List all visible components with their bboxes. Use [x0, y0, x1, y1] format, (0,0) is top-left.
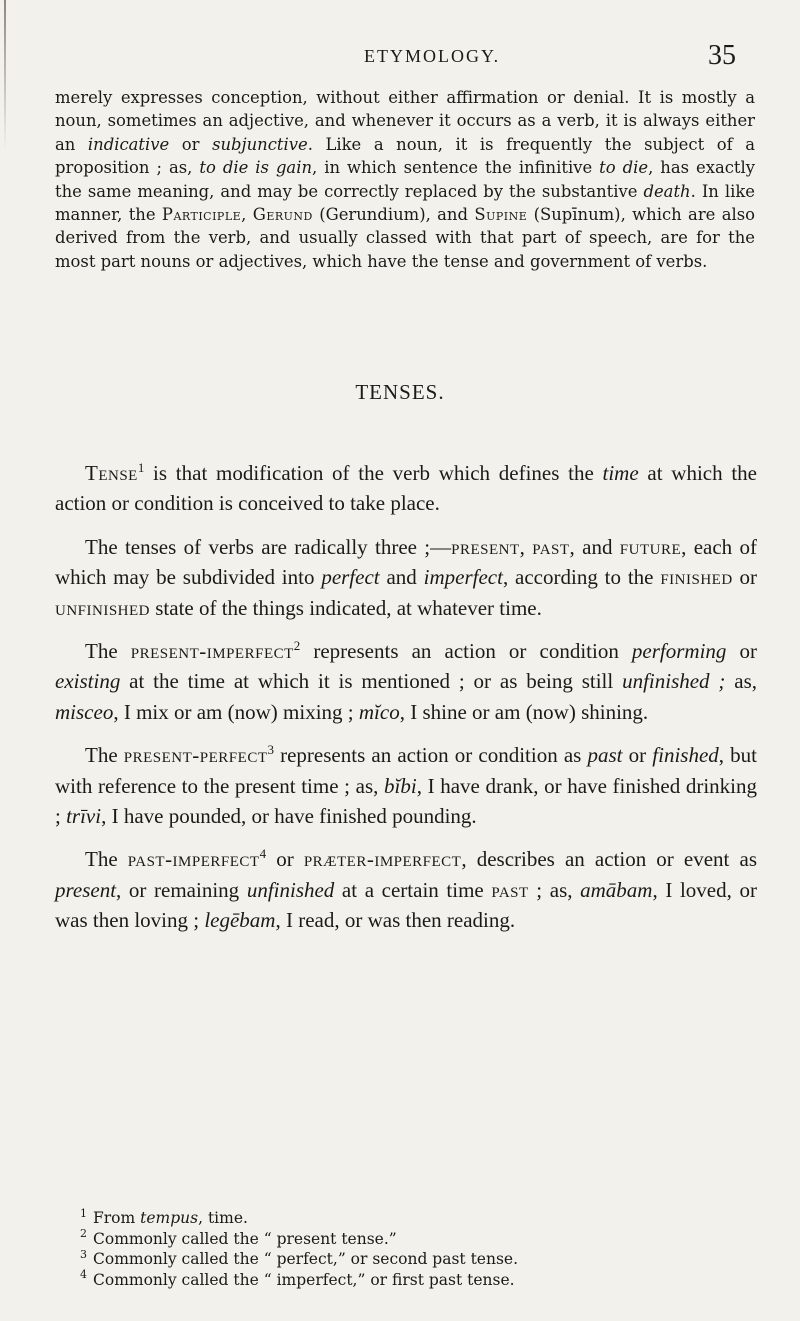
italic-term: past — [587, 743, 623, 768]
text-run: , describes an action or event as — [461, 847, 757, 872]
small-caps-term: Supine — [474, 205, 528, 225]
footnote — [80, 1270, 740, 1291]
text-run: at the time at which it is mentioned ; or as being still — [120, 669, 623, 694]
text-run: and — [379, 565, 424, 590]
text-run: , — [241, 205, 253, 225]
footnote-ref: 3 — [267, 742, 274, 758]
footnote-ref: 1 — [137, 460, 145, 475]
intro-text — [55, 86, 755, 273]
italic-term: existing — [55, 669, 121, 694]
text-run: , but with reference to the present time ; as, — [55, 743, 757, 798]
footnote-number: 4 — [80, 1268, 87, 1282]
text-run: The tenses of verbs are radically three ;— — [85, 534, 452, 559]
text-run: (Gerundium), and — [312, 205, 475, 225]
text-run: or — [622, 743, 653, 768]
italic-term: performing — [631, 639, 727, 664]
text-run: or — [266, 847, 304, 872]
text-run: The — [85, 639, 131, 664]
footnote-text: , time. — [198, 1209, 248, 1227]
text-run: ; as, — [528, 877, 581, 902]
latin-example: amābam — [580, 877, 653, 902]
small-caps-term: præter-imperfect — [303, 847, 462, 872]
footnote-number: 1 — [80, 1206, 87, 1220]
text-run: , I have drank, or have finished drinking ; — [55, 773, 758, 829]
footnote — [80, 1249, 740, 1270]
text-run: represents an action or condition — [300, 639, 632, 664]
italic-example: death — [643, 181, 691, 201]
text-run: , in which sentence the infinitive — [312, 158, 600, 178]
section-heading: TENSES. — [355, 380, 445, 404]
paragraph-present-perfect — [55, 740, 757, 831]
footnotes — [80, 1208, 740, 1290]
small-caps-term: present — [451, 534, 520, 559]
text-run: , has exactly the same meaning, and may be correctly replaced by the substantive — [55, 158, 755, 201]
latin-example: bĭbi — [384, 773, 417, 798]
text-run: . Like a noun, it is frequently the subject of a proposition ; as, — [55, 134, 756, 178]
text-run: , I shine or am (now) shining. — [399, 699, 649, 724]
paragraph-tense-definition — [55, 458, 757, 519]
text-run: , I mix or am (now) mixing ; — [113, 699, 359, 724]
text-run: , I loved, or was then loving ; — [55, 877, 757, 933]
text-run: represents an action or condition as — [273, 743, 588, 768]
small-caps-term: Participle — [161, 205, 242, 225]
text-run: at which the action or condition is conceived to take place. — [55, 461, 757, 516]
italic-term: indicative — [87, 134, 170, 154]
footnote — [80, 1229, 740, 1250]
text-run: or — [732, 565, 757, 590]
italic-term: subjunctive — [212, 134, 308, 154]
footnote-ref: 4 — [259, 846, 267, 862]
text-run: , — [519, 534, 533, 559]
footnote-number: 3 — [80, 1247, 87, 1261]
italic-term: finished — [652, 743, 719, 768]
footnote-ref: 2 — [293, 638, 301, 654]
small-caps-term: Gerund — [252, 205, 313, 225]
footnote-text: Commonly called the “ present tense.” — [93, 1229, 397, 1248]
text-run: as, — [725, 669, 757, 694]
footnote — [80, 1208, 740, 1229]
footnote-number: 2 — [80, 1227, 87, 1241]
text-run: , each of which may be subdivided into — [55, 534, 757, 590]
small-caps-term: past — [491, 877, 529, 902]
text-run: at a certain time — [334, 877, 492, 902]
italic-example: to die — [599, 158, 649, 178]
latin-example: misceo — [55, 699, 114, 724]
page-number: 35 — [708, 40, 736, 71]
small-caps-term: unfinished — [55, 595, 150, 620]
italic-term: time — [602, 461, 639, 485]
page-header — [0, 40, 800, 78]
text-run: or — [169, 134, 213, 154]
latin-example: trīvi — [66, 804, 102, 829]
small-caps-term: past-imperfect — [127, 847, 260, 872]
text-run: , I read, or was then reading. — [275, 908, 516, 933]
small-caps-term: future — [619, 534, 682, 559]
text-run: is that modification of the verb which defines the — [144, 461, 603, 485]
text-run: , I have pounded, or have finished pounding. — [101, 804, 477, 829]
text-run: The — [85, 847, 128, 872]
italic-term: unfinished ; — [622, 669, 726, 694]
text-run: . In like manner, the — [55, 181, 756, 225]
text-run: or — [726, 639, 758, 664]
footnote-text: Commonly called the “ perfect,” or second past tense. — [93, 1250, 519, 1268]
text-run: , and — [569, 534, 620, 559]
footnote-text: From — [93, 1209, 141, 1227]
italic-term: present — [55, 877, 117, 902]
text-run: , according to the — [502, 565, 661, 590]
text-run: , or remaining — [116, 877, 247, 902]
paragraph-past-imperfect — [55, 844, 757, 935]
paragraph-three-tenses — [55, 532, 757, 623]
intro-paragraph — [55, 86, 755, 273]
footnote-text: Commonly called the “ imperfect,” or first past tense. — [93, 1270, 515, 1289]
text-run: (Supīnum), which are also derived from the verb, and usually classed with that part of speech, are for the most part nouns or adjectives, which have the tense and government of verbs. — [55, 205, 756, 271]
small-caps-term: present-imperfect — [130, 639, 294, 664]
small-caps-term: past — [532, 534, 570, 559]
small-caps-term: Tense — [85, 461, 138, 485]
small-caps-term: present-perfect — [123, 743, 268, 768]
latin-example: legēbam — [204, 908, 276, 933]
italic-term: unfinished — [246, 877, 335, 902]
text-run: The — [85, 743, 124, 768]
text-run: state of the things indicated, at whatever time. — [150, 595, 542, 620]
footnote-italic: tempus — [140, 1209, 199, 1227]
italic-term: imperfect — [423, 565, 503, 590]
italic-term: perfect — [321, 565, 380, 590]
paragraph-present-imperfect — [55, 636, 757, 727]
small-caps-term: finished — [660, 565, 733, 590]
tenses-body — [55, 458, 757, 949]
text-run: merely expresses conception, without either affirmation or denial. It is mostly a noun, sometimes an adjective, and whenever it occurs as a verb, it is always either an — [55, 88, 755, 154]
italic-example: to die is gain — [199, 158, 313, 178]
latin-example: mĭco — [358, 699, 400, 724]
running-head: ETYMOLOGY. — [364, 46, 501, 66]
